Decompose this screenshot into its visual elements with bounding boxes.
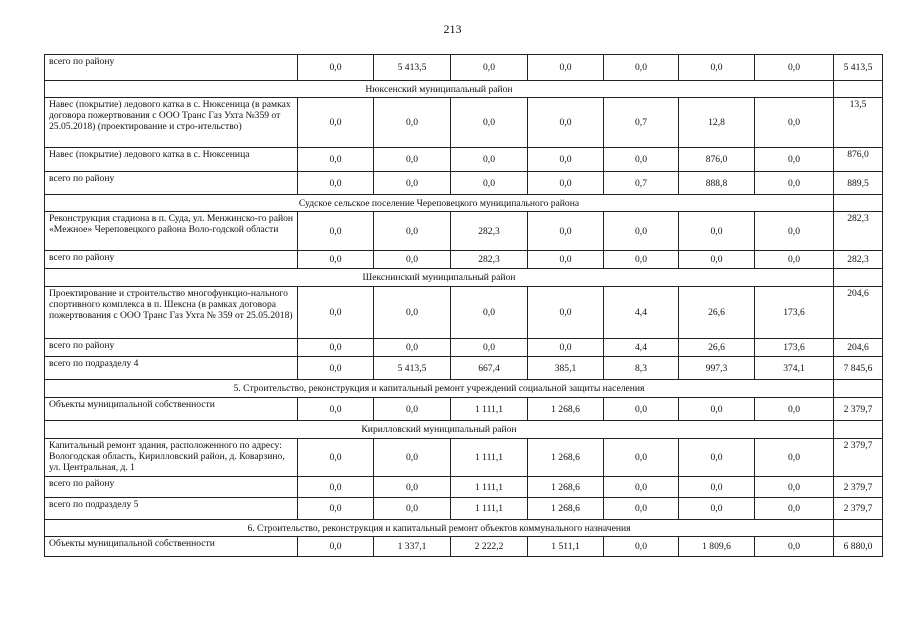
value-cell: 0,0 [679,439,755,477]
row-name: Проектирование и строительство многофункцио-нального спортивного комплекса в п. Шексна (в рамках договора пожертвования с ООО Транс Газ Ухта № 359 от 25.05.2018) [45,287,298,339]
value-cell: 0,0 [451,55,528,81]
value-cell: 0,0 [755,212,834,251]
value-cell: 0,0 [528,148,604,172]
value-cell: 4,4 [604,287,679,339]
value-cell: 0,0 [528,287,604,339]
table-row [45,251,883,269]
table-row [45,339,883,357]
table-row [45,148,883,172]
value-cell: 1 268,6 [528,398,604,421]
row-name: Объекты муниципальной собственности [45,398,298,421]
section-title: Судское сельское поселение Череповецкого муниципального района [45,195,834,212]
value-cell: 0,0 [528,251,604,269]
value-cell: 0,0 [451,98,528,148]
table-body [45,55,883,557]
value-cell: 0,0 [451,172,528,195]
value-cell: 282,3 [451,212,528,251]
value-cell: 0,0 [298,439,374,477]
value-cell: 0,0 [451,148,528,172]
row-name: всего по району [45,55,298,81]
value-cell: 0,0 [604,55,679,81]
value-cell: 26,6 [679,339,755,357]
value-cell: 876,0 [679,148,755,172]
table-row [45,439,883,477]
value-cell: 0,0 [604,148,679,172]
value-cell: 0,0 [374,439,451,477]
value-cell: 1 511,1 [528,537,604,557]
value-cell: 0,0 [528,212,604,251]
value-cell: 1 268,6 [528,439,604,477]
value-cell: 0,0 [755,537,834,557]
value-cell: 1 268,6 [528,498,604,520]
value-cell: 0,0 [298,212,374,251]
value-cell: 0,0 [755,172,834,195]
value-cell: 0,0 [755,148,834,172]
budget-table [44,54,883,557]
section-blank-cell [834,81,883,98]
value-cell: 0,0 [679,212,755,251]
value-cell: 282,3 [451,251,528,269]
row-name: Реконструкция стадиона в п. Суда, ул. Менжинско-го район «Межное» Череповецкого района Воло-годской области [45,212,298,251]
row-name: Объекты муниципальной собственности [45,537,298,557]
value-cell: 0,0 [755,398,834,421]
row-name: всего по району [45,339,298,357]
value-cell: 667,4 [451,357,528,380]
value-cell: 0,0 [374,251,451,269]
value-cell: 0,0 [755,251,834,269]
table-row [45,477,883,498]
row-name: всего по району [45,477,298,498]
value-cell: 0,0 [298,537,374,557]
row-name: Навес (покрытие) ледового катка в с. Нюксеница [45,148,298,172]
row-name: Навес (покрытие) ледового катка в с. Нюксеница (в рамках договора пожертвования с ООО Транс Газ Ухта №359 от 25.05.2018) (проектирование и стро-ительство) [45,98,298,148]
value-cell: 0,0 [604,212,679,251]
total-cell: 282,3 [834,251,883,269]
section-title: Шекснинский муниципальный район [45,269,834,287]
section-title: Кирилловский муниципальный район [45,421,834,439]
value-cell: 0,0 [298,98,374,148]
section-header-row [45,81,883,98]
value-cell: 0,0 [528,55,604,81]
section-blank-cell [834,421,883,439]
value-cell: 1 111,1 [451,498,528,520]
value-cell: 0,0 [528,98,604,148]
value-cell: 1 268,6 [528,477,604,498]
section-title: 5. Строительство, реконструкция и капитальный ремонт учреждений социальной защиты населения [45,380,834,398]
value-cell: 0,0 [374,172,451,195]
value-cell: 12,8 [679,98,755,148]
value-cell: 0,0 [298,172,374,195]
table-row [45,172,883,195]
section-header-row [45,380,883,398]
value-cell: 0,0 [374,339,451,357]
total-cell: 6 880,0 [834,537,883,557]
value-cell: 0,0 [679,477,755,498]
value-cell: 0,0 [298,498,374,520]
section-blank-cell [834,195,883,212]
value-cell: 997,3 [679,357,755,380]
section-header-row [45,195,883,212]
value-cell: 0,7 [604,172,679,195]
section-header-row [45,520,883,537]
value-cell: 374,1 [755,357,834,380]
value-cell: 173,6 [755,339,834,357]
table-row [45,212,883,251]
section-header-row [45,421,883,439]
table-row [45,357,883,380]
value-cell: 0,0 [298,339,374,357]
value-cell: 0,0 [679,498,755,520]
total-cell: 204,6 [834,339,883,357]
value-cell: 173,6 [755,287,834,339]
total-cell: 2 379,7 [834,498,883,520]
section-blank-cell [834,520,883,537]
table-row [45,537,883,557]
value-cell: 888,8 [679,172,755,195]
section-title: Нюксенский муниципальный район [45,81,834,98]
value-cell: 0,0 [604,498,679,520]
value-cell: 8,3 [604,357,679,380]
value-cell: 0,0 [679,251,755,269]
value-cell: 0,0 [374,98,451,148]
section-header-row [45,269,883,287]
total-cell: 2 379,7 [834,477,883,498]
total-cell: 13,5 [834,98,883,148]
total-cell: 204,6 [834,287,883,339]
section-blank-cell [834,380,883,398]
value-cell: 0,0 [755,477,834,498]
row-name: всего по району [45,251,298,269]
value-cell: 0,0 [604,477,679,498]
value-cell: 1 111,1 [451,439,528,477]
value-cell: 0,0 [374,477,451,498]
table-row [45,98,883,148]
value-cell: 385,1 [528,357,604,380]
total-cell: 2 379,7 [834,439,883,477]
value-cell: 0,0 [755,498,834,520]
value-cell: 0,0 [679,398,755,421]
total-cell: 2 379,7 [834,398,883,421]
row-name: всего по подразделу 4 [45,357,298,380]
value-cell: 5 413,5 [374,55,451,81]
row-name: Капитальный ремонт здания, расположенного по адресу: Вологодская область, Кирилловский район, д. Коварзино, ул. Центральная, д. 1 [45,439,298,477]
value-cell: 0,0 [604,439,679,477]
value-cell: 1 337,1 [374,537,451,557]
total-cell: 7 845,6 [834,357,883,380]
value-cell: 1 111,1 [451,398,528,421]
value-cell: 0,0 [755,55,834,81]
value-cell: 0,0 [374,498,451,520]
table-row [45,55,883,81]
section-blank-cell [834,269,883,287]
total-cell: 282,3 [834,212,883,251]
value-cell: 0,0 [298,477,374,498]
value-cell: 0,0 [604,251,679,269]
table-row [45,498,883,520]
value-cell: 0,0 [298,398,374,421]
value-cell: 0,0 [679,55,755,81]
value-cell: 0,0 [374,212,451,251]
value-cell: 0,0 [604,398,679,421]
value-cell: 0,0 [528,172,604,195]
value-cell: 1 809,6 [679,537,755,557]
total-cell: 5 413,5 [834,55,883,81]
value-cell: 0,0 [374,287,451,339]
table-row [45,287,883,339]
value-cell: 4,4 [604,339,679,357]
value-cell: 0,0 [755,439,834,477]
table-row [45,398,883,421]
total-cell: 876,0 [834,148,883,172]
value-cell: 0,0 [755,98,834,148]
page-number: 213 [443,22,462,36]
value-cell: 26,6 [679,287,755,339]
value-cell: 0,0 [298,251,374,269]
total-cell: 889,5 [834,172,883,195]
value-cell: 0,0 [528,339,604,357]
value-cell: 0,7 [604,98,679,148]
value-cell: 0,0 [451,287,528,339]
value-cell: 0,0 [451,339,528,357]
value-cell: 0,0 [298,55,374,81]
value-cell: 0,0 [604,537,679,557]
section-title: 6. Строительство, реконструкция и капитальный ремонт объектов коммунального назначения [45,520,834,537]
value-cell: 0,0 [374,398,451,421]
value-cell: 0,0 [374,148,451,172]
row-name: всего по подразделу 5 [45,498,298,520]
value-cell: 0,0 [298,287,374,339]
value-cell: 1 111,1 [451,477,528,498]
row-name: всего по району [45,172,298,195]
value-cell: 0,0 [298,357,374,380]
value-cell: 0,0 [298,148,374,172]
value-cell: 2 222,2 [451,537,528,557]
value-cell: 5 413,5 [374,357,451,380]
